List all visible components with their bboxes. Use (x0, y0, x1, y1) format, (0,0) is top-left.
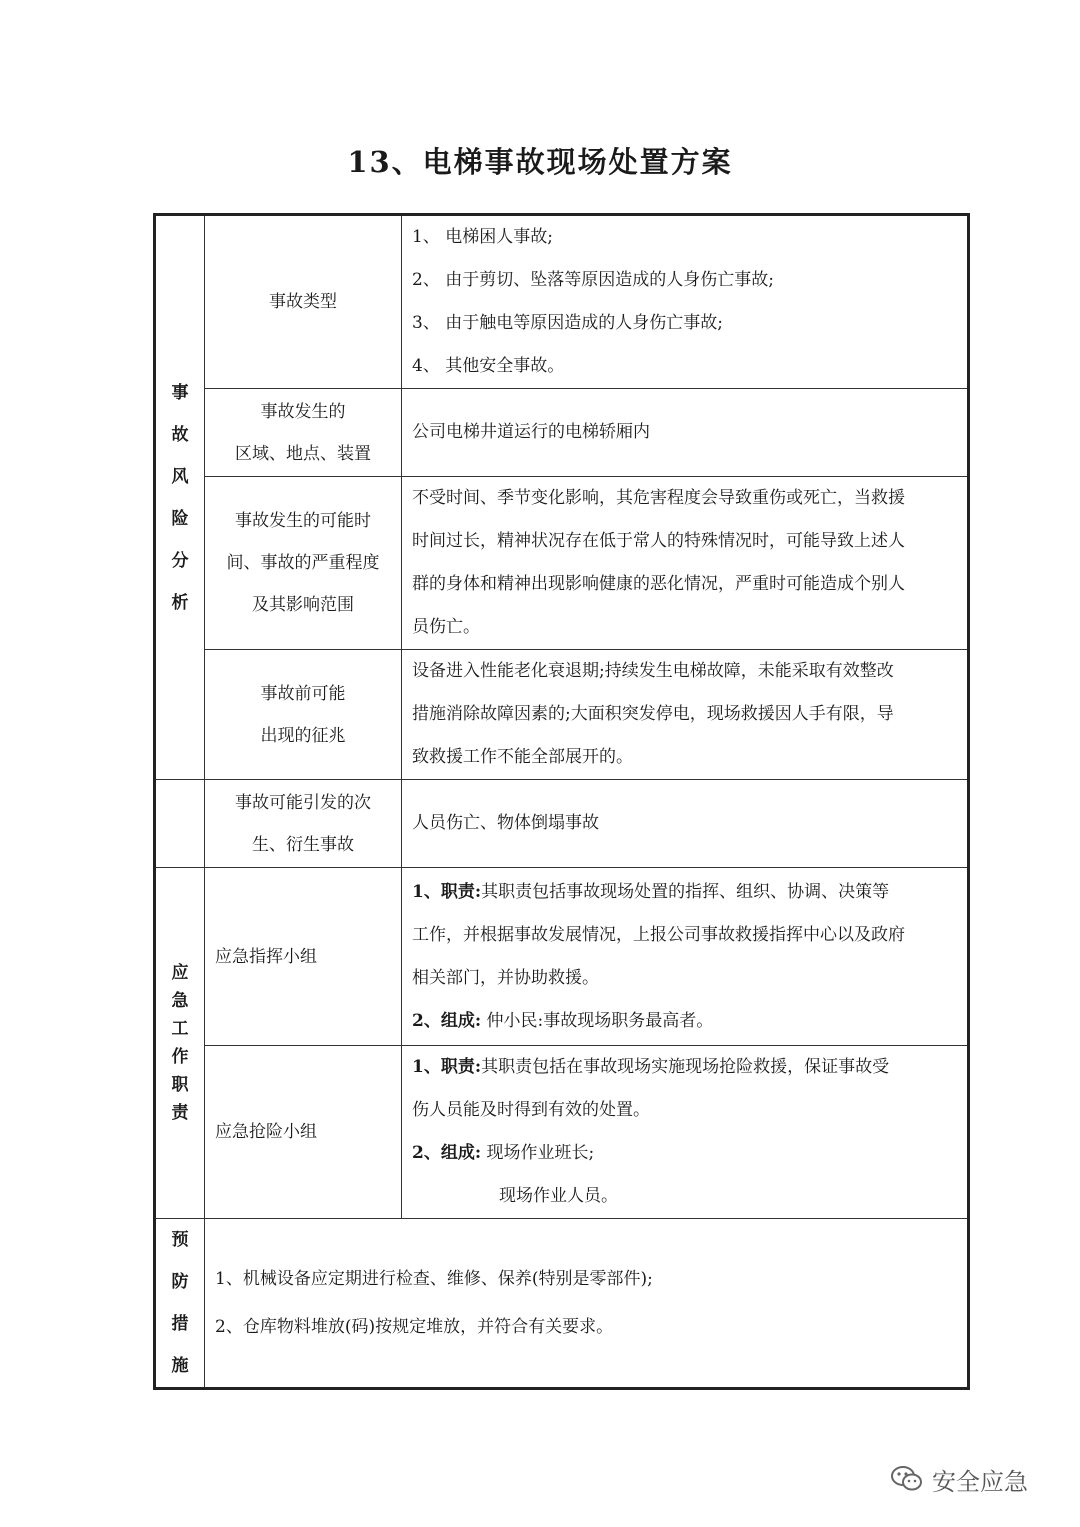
rescue-group-content: 1、职责:其职责包括在事故现场实施现场抢险救援，保证事故受 伤人员能及时得到有效的处置。 2、组成: 现场作业班长; 现场作业人员。 (402, 1046, 969, 1219)
table-row (155, 389, 969, 477)
watermark-text: 安全应急 (932, 1467, 1028, 1496)
table-row (155, 215, 969, 389)
emergency-plan-table (153, 213, 970, 1390)
accident-time-severity-label: 事故发生的可能时 间、事故的严重程度 及其影响范围 (205, 477, 402, 650)
table-row (155, 868, 969, 1046)
rescue-group-label: 应急抢险小组 (205, 1046, 402, 1219)
accident-area-text: 公司电梯井道运行的电梯轿厢内 (402, 389, 969, 477)
accident-types-list: 1、 电梯困人事故; 2、 由于剪切、坠落等原因造成的人身伤亡事故; 3、 由于触电等原因造成的人身伤亡事故; 4、 其他安全事故。 (402, 215, 969, 389)
prevention-measures: 1、机械设备应定期进行检查、维修、保养(特别是零部件); 2、仓库物料堆放(码)按规定堆放，并符合有关要求。 (205, 1219, 969, 1389)
table-row (155, 1219, 969, 1389)
table-row (155, 1046, 969, 1219)
table-row (155, 650, 969, 780)
command-group-content: 1、职责:其职责包括事故现场处置的指挥、组织、协调、决策等 工作，并根据事故发展情况，上报公司事故救援指挥中心以及政府 相关部门，并协助救援。 2、组成: 仲小民:事故现场职务最高者。 (402, 868, 969, 1046)
page-title: 13、电梯事故现场处置方案 (347, 145, 733, 179)
category-risk-analysis: 事 故 风 险 分 析 (155, 215, 205, 780)
secondary-accident-label: 事故可能引发的次 生、衍生事故 (205, 780, 402, 868)
secondary-accident-text: 人员伤亡、物体倒塌事故 (402, 780, 969, 868)
command-group-label: 应急指挥小组 (205, 868, 402, 1046)
category-empty (155, 780, 205, 868)
accident-types-label: 事故类型 (205, 215, 402, 389)
accident-time-severity-text: 不受时间、季节变化影响，其危害程度会导致重伤或死亡，当救援 时间过长，精神状况存在低于常人的特殊情况时，可能导致上述人 群的身体和精神出现影响健康的恶化情况，严重时可能造成个别人 员伤亡。 (402, 477, 969, 650)
table-row (155, 780, 969, 868)
accident-area-label: 事故发生的 区域、地点、装置 (205, 389, 402, 477)
accident-signs-text: 设备进入性能老化衰退期;持续发生电梯故障，未能采取有效整改 措施消除故障因素的;大面积突发停电，现场救援因人手有限，导 致救援工作不能全部展开的。 (402, 650, 969, 780)
table-row (155, 477, 969, 650)
wechat-watermark (890, 1457, 1060, 1501)
wechat-icon (890, 1464, 924, 1494)
accident-signs-label: 事故前可能 出现的征兆 (205, 650, 402, 780)
category-emergency-duties: 应 急 工 作 职 责 (155, 868, 205, 1219)
category-prevention: 预 防 措 施 (155, 1219, 205, 1389)
